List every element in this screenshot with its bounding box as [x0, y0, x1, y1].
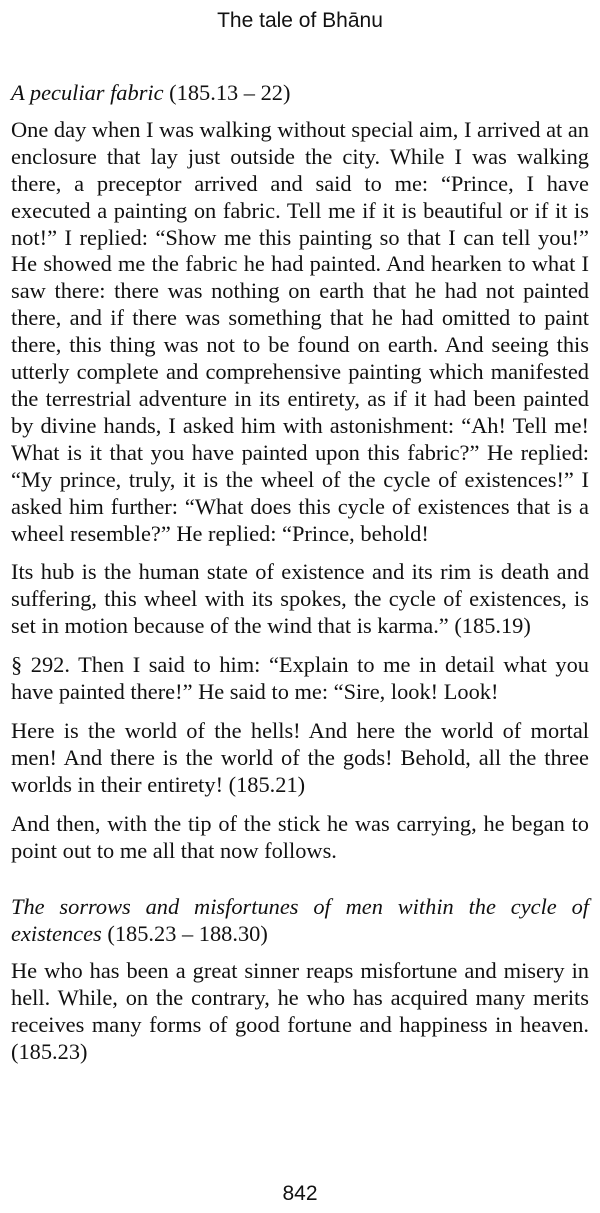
section-heading	[11, 894, 589, 948]
paragraph: Here is the world of the hells! And here the world of mortal men! And there is the world of the gods! Behold, all the three worlds in their entirety! (185.21)	[11, 717, 589, 797]
section-heading-reference: (185.23 – 188.30)	[101, 921, 268, 947]
section-heading	[11, 80, 589, 107]
body-text	[11, 80, 589, 1078]
section-heading-title: A peculiar fabric	[11, 80, 164, 105]
paragraph: § 292. Then I said to him: “Explain to me in detail what you have painted there!” He said to me: “Sire, look! Look!	[11, 652, 589, 705]
running-head: The tale of Bhānu	[217, 9, 383, 32]
section-heading-title: The sorrows and misfortunes of men within the cycle of existences	[11, 894, 589, 947]
page-number: 842	[282, 1182, 318, 1205]
paragraph: Its hub is the human state of existence and its rim is death and suffering, this wheel with its spokes, the cycle of existences, is set in motion because of the wind that is karma.” (185.19)	[11, 559, 589, 639]
paragraph: He who has been a great sinner reaps misfortune and misery in hell. While, on the contrary, he who has acquired many merits receives many forms of good fortune and happiness in heaven. (185.23)	[11, 958, 589, 1064]
section-heading-reference: (185.13 – 22)	[163, 80, 291, 105]
paragraph: And then, with the tip of the stick he was carrying, he began to point out to me all that now follows.	[11, 810, 589, 863]
paragraph: One day when I was walking without special aim, I arrived at an enclosure that lay just outside the city. While I was walking there, a preceptor arrived and said to me: “Prince, I have executed a painting on fabric. Tell me if it is beautiful or if it is not!” I replied: “Show me this painting so that I can tell you!” He showed me the fabric he had painted. And hearken to what I saw there: there was nothing on earth that he had not painted there, and if there was something that he had omitted to paint there, this thing was not to be found on earth. And seeing this utterly complete and comprehensive painting which manifested the terrestrial adventure in its entirety, as if it had been painted by divine hands, I asked him with astonishment: “Ah! Tell me! What is it that you have painted upon this fabric?” He replied: “My prince, truly, it is the wheel of the cycle of existences!” I asked him further: “What does this cycle of existences that is a wheel resemble?” He replied: “Prince, behold!	[11, 116, 589, 546]
